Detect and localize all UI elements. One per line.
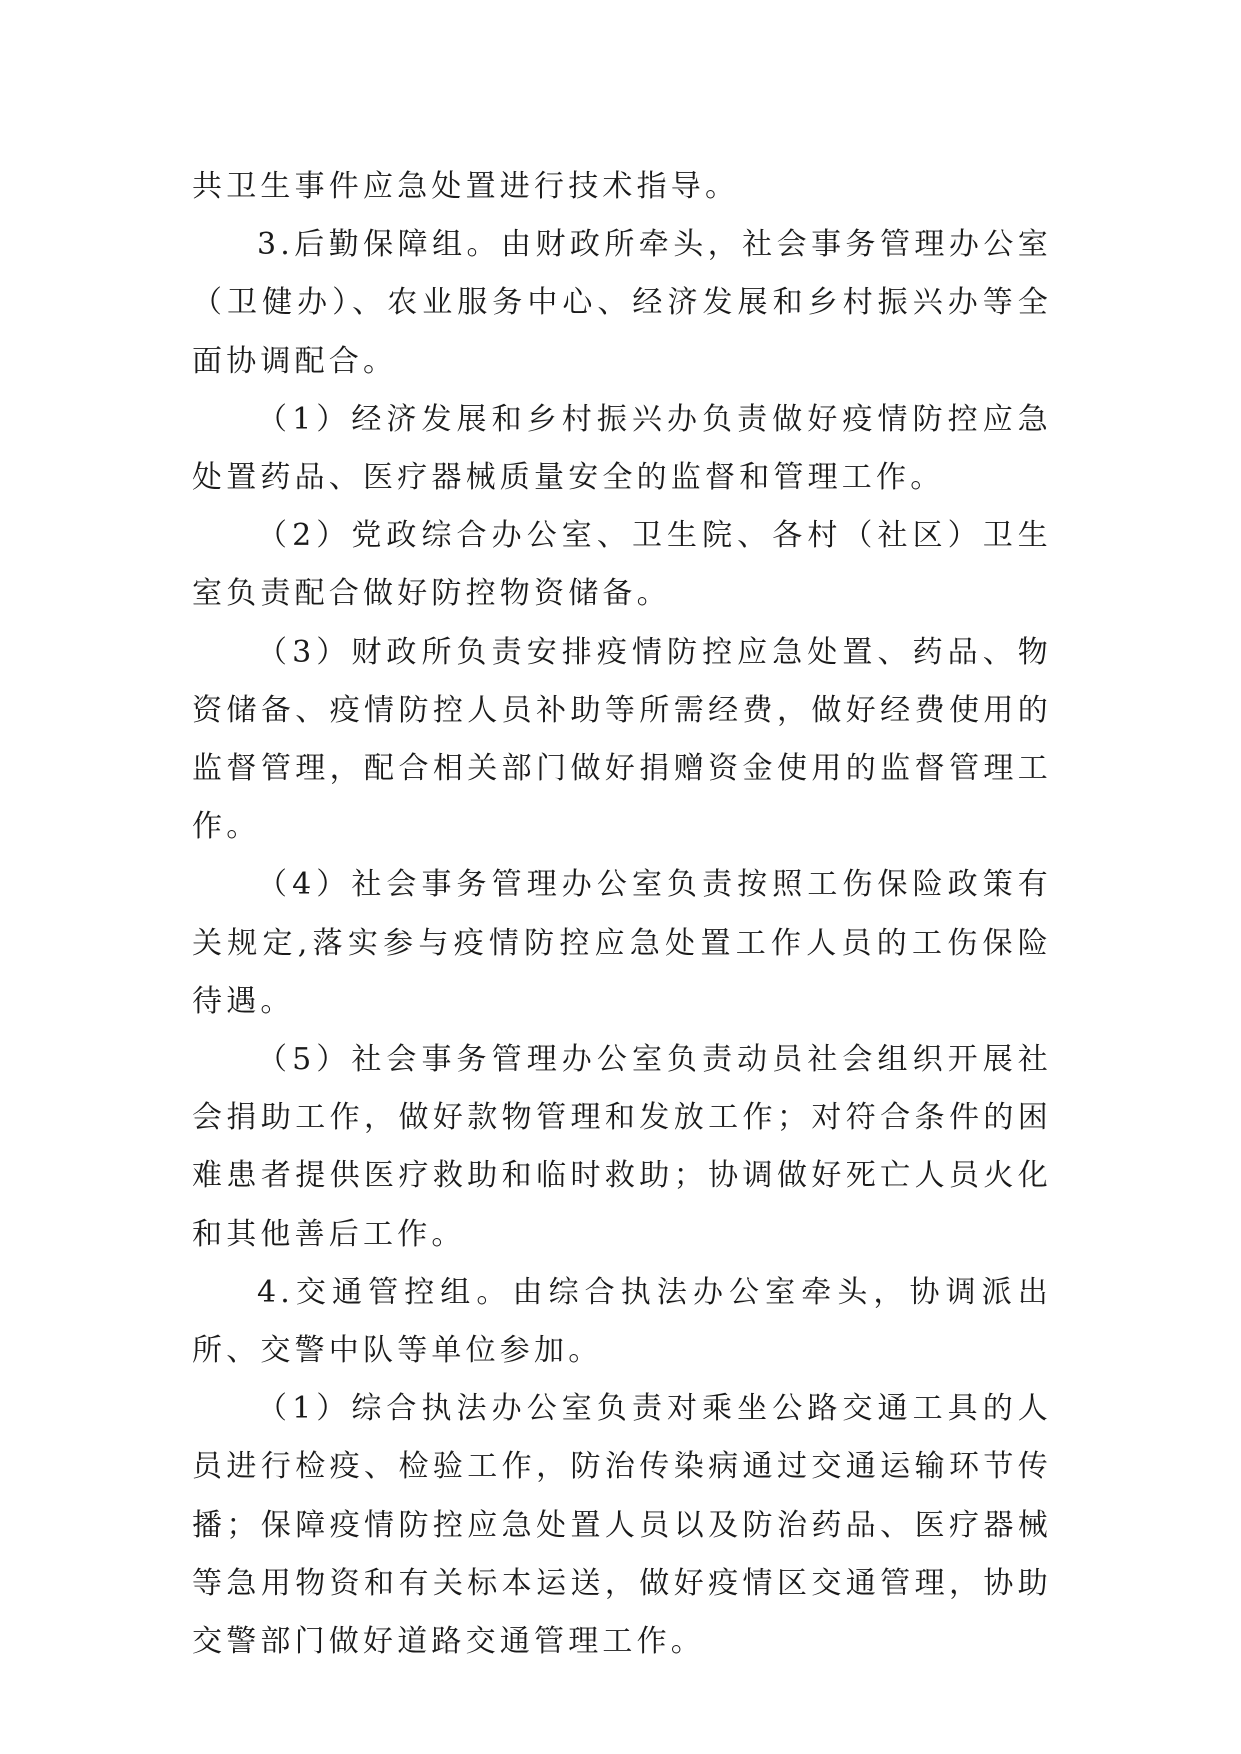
- paragraph-traffic-group: 4.交通管控组。由综合执法办公室牵头，协调派出所、交警中队等单位参加。: [192, 1274, 1052, 1369]
- paragraph-logistics-item-1: （1）经济发展和乡村振兴办负责做好疫情防控应急处置药品、医疗器械质量安全的监督和管理工作。: [192, 401, 1052, 496]
- paragraph-logistics-item-5: （5）社会事务管理办公室负责动员社会组织开展社会捐助工作，做好款物管理和发放工作；对符合条件的困难患者提供医疗救助和临时救助；协调做好死亡人员火化和其他善后工作。: [192, 1042, 1052, 1252]
- paragraph-logistics-item-4: （4）社会事务管理办公室负责按照工伤保险政策有关规定,落实参与疫情防控应急处置工作人员的工伤保险待遇。: [192, 867, 1052, 1019]
- paragraph-logistics-item-3: （3）财政所负责安排疫情防控应急处置、药品、物资储备、疫情防控人员补助等所需经费，做好经费使用的监督管理，配合相关部门做好捐赠资金使用的监督管理工作。: [192, 634, 1052, 845]
- paragraph-logistics-item-2: （2）党政综合办公室、卫生院、各村（社区）卫生室负责配合做好防控物资储备。: [192, 518, 1052, 612]
- paragraph-traffic-item-1: （1）综合执法办公室负责对乘坐公路交通工具的人员进行检疫、检验工作，防治传染病通过交通运输环节传播；保障疫情防控应急处置人员以及防治药品、医疗器械等急用物资和有关标本运送，做好疫情区交通管理，协助交警部门做好道路交通管理工作。: [192, 1391, 1052, 1660]
- document-body: [192, 158, 1052, 1671]
- paragraph-continuation: 共卫生事件应急处置进行技术指导。: [192, 169, 740, 204]
- paragraph-logistics-group: 3.后勤保障组。由财政所牵头，社会事务管理办公室（卫健办）、农业服务中心、经济发展和乡村振兴办等全面协调配合。: [192, 227, 1052, 379]
